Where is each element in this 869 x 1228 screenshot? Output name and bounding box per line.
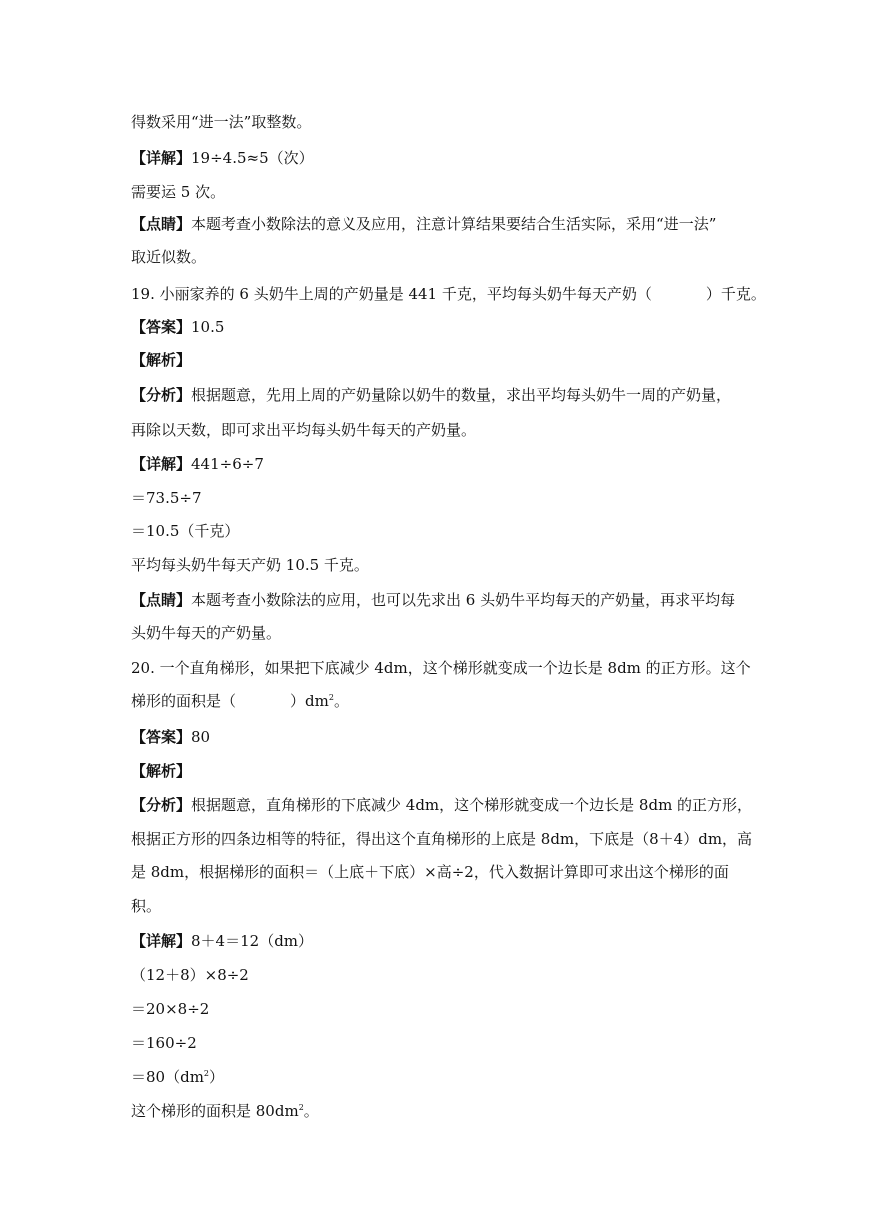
q20-question-cont [131, 691, 751, 711]
q18-detail-text: 19÷4.5≈5（次） [191, 149, 314, 167]
q20-answer [131, 727, 751, 747]
q19-answer [131, 317, 751, 337]
q19-detail [131, 454, 751, 474]
superscript: 2 [298, 1103, 304, 1112]
q18-comment [131, 214, 751, 234]
q19-analysis [131, 350, 751, 370]
q20-conclusion-pre: 这个梯形的面积是 80dm [131, 1102, 299, 1120]
q19-conclusion [131, 555, 751, 575]
q19-conclusion-text: 平均每头奶牛每天产奶 10.5 千克。 [131, 556, 369, 574]
q19-fenxi-cont [131, 420, 751, 440]
q20-fenxi-cont-3 [131, 896, 751, 916]
analysis-tag: 【解析】 [131, 351, 192, 369]
detail-tag: 【详解】 [131, 149, 192, 167]
q19-comment-cont [131, 623, 751, 643]
q20-detail-step4 [131, 1033, 751, 1053]
q20-step5-post: ） [209, 1068, 225, 1086]
q20-detail-step1: 8＋4＝12（dm） [191, 932, 314, 950]
q20-conclusion-post: 。 [303, 1102, 319, 1120]
q20-conclusion [131, 1101, 751, 1121]
superscript: 2 [328, 693, 334, 702]
q19-answer-value: 10.5 [191, 318, 225, 336]
q20-question-end: 。 [333, 692, 349, 710]
q19-detail-step2 [131, 488, 751, 508]
q20-fenxi-text-3: 是 8dm，根据梯形的面积＝（上底＋下底）×高÷2，代入数据计算即可求出这个梯形的面 [131, 863, 729, 881]
q20-fenxi [131, 795, 751, 815]
comment-tag: 【点睛】 [131, 591, 192, 609]
q19-detail-step1: 441÷6÷7 [191, 455, 264, 473]
q19-fenxi-text: 根据题意，先用上周的产奶量除以奶牛的数量，求出平均每头奶牛一周的产奶量， [191, 386, 732, 404]
q20-detail [131, 931, 751, 951]
q20-step2-text: （12＋8）×8÷2 [131, 966, 249, 984]
q20-detail-step2 [131, 965, 751, 985]
q20-fenxi-text-4: 积。 [131, 897, 162, 915]
q18-answer-text: 需要运 5 次。 [131, 183, 226, 201]
q18-answer-line [131, 182, 751, 202]
q19-step3-text: ＝10.5（千克） [131, 522, 240, 540]
q18-comment-text-2: 取近似数。 [131, 248, 207, 266]
q19-fenxi [131, 385, 751, 405]
analysis-tag: 【解析】 [131, 762, 192, 780]
q19-question [131, 284, 766, 304]
comment-tag: 【点睛】 [131, 215, 192, 233]
q20-question-pre: 梯形的面积是（ [131, 692, 237, 710]
q20-answer-value: 80 [191, 728, 211, 746]
answer-tag: 【答案】 [131, 318, 192, 336]
q20-fenxi-text-2: 根据正方形的四条边相等的特征，得出这个直角梯形的上底是 8dm，下底是（8＋4）dm，高 [131, 830, 753, 848]
q20-analysis [131, 761, 751, 781]
answer-tag: 【答案】 [131, 728, 192, 746]
fenxi-tag: 【分析】 [131, 796, 192, 814]
q20-step4-text: ＝160÷2 [131, 1034, 197, 1052]
q20-question-post: ）dm [290, 692, 329, 710]
q20-step3-text: ＝20×8÷2 [131, 1000, 210, 1018]
q20-detail-step3 [131, 999, 751, 1019]
q20-question-line1: 20. 一个直角梯形，如果把下底减少 4dm，这个梯形就变成一个边长是 8dm 的正方形。这个 [131, 659, 751, 677]
q19-question-post: ）千克。 [705, 285, 766, 303]
q19-comment [131, 590, 751, 610]
superscript: 2 [203, 1069, 210, 1078]
q18-text: 得数采用“进一法”取整数。 [131, 113, 312, 131]
q18-comment-text: 本题考查小数除法的意义及应用，注意计算结果要结合生活实际，采用“进一法” [191, 215, 717, 233]
q20-detail-step5 [131, 1067, 751, 1087]
q20-fenxi-cont-2 [131, 862, 751, 882]
q19-fenxi-text-2: 再除以天数，即可求出平均每头奶牛每天的产奶量。 [131, 421, 477, 439]
q20-step5-pre: ＝80（dm [131, 1068, 204, 1086]
q19-step2-text: ＝73.5÷7 [131, 489, 202, 507]
detail-tag: 【详解】 [131, 455, 192, 473]
q19-detail-step3 [131, 521, 751, 541]
q20-question [131, 658, 751, 678]
q18-explanation-line [131, 112, 751, 132]
q18-detail [131, 148, 751, 168]
q20-fenxi-cont-1 [131, 829, 751, 849]
q19-question-pre: 19. 小丽家养的 6 头奶牛上周的产奶量是 441 千克，平均每头奶牛每天产奶（ [131, 285, 652, 303]
q18-comment-cont [131, 247, 751, 267]
q20-fenxi-text: 根据题意，直角梯形的下底减少 4dm，这个梯形就变成一个边长是 8dm 的正方形， [191, 796, 753, 814]
q19-comment-text: 本题考查小数除法的应用，也可以先求出 6 头奶牛平均每天的产奶量，再求平均每 [191, 591, 736, 609]
detail-tag: 【详解】 [131, 932, 192, 950]
fenxi-tag: 【分析】 [131, 386, 192, 404]
q19-comment-text-2: 头奶牛每天的产奶量。 [131, 624, 282, 642]
